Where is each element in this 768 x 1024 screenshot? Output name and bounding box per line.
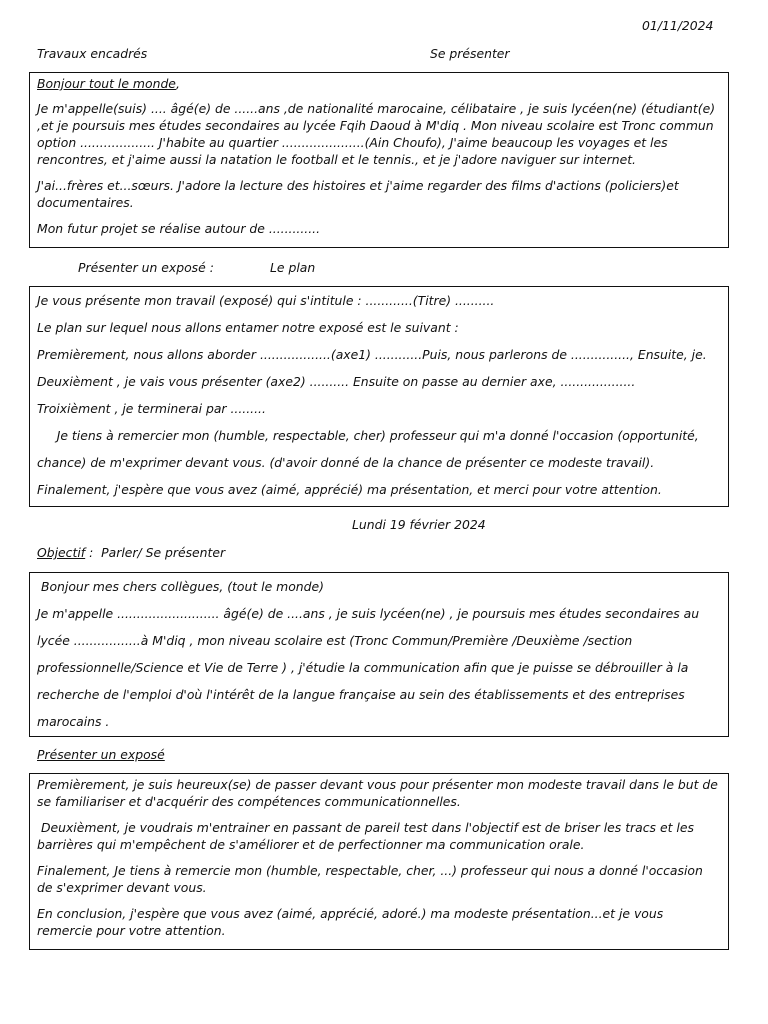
family-paragraph: J'ai...frères et...sœurs. J'adore la lecture des histoires et j'aime regarder des films d'actions (policiers)et documentaires. [37, 178, 679, 210]
plan-line: Je vous présente mon travail (exposé) qui s'intitule : ............(Titre) .......... [37, 293, 495, 308]
intro-line: recherche de l'emploi d'où l'intérêt de la langue française au sein des établissements et des entreprises [37, 687, 685, 702]
intro-line: Bonjour mes chers collègues, (tout le monde) [37, 579, 324, 594]
self-introduction-box [29, 72, 729, 248]
presentation-heading: Présenter un exposé : [78, 260, 214, 275]
intro-line: marocains . [37, 714, 110, 729]
plan-line: Troixièment , je terminerai par ......... [37, 401, 266, 416]
plan-line: Deuxièment , je vais vous présenter (axe2) .......... Ensuite on passe au dernier axe, ................... [37, 374, 636, 389]
objective-text: : Parler/ Se présenter [85, 545, 226, 560]
lesson-date: Lundi 19 février 2024 [352, 517, 486, 532]
intro-paragraph: Je m'appelle(suis) .... âgé(e) de ......ans ,de nationalité marocaine, célibataire , je suis lycéen(ne) (étudiant(e) ,et je poursuis mes études secondaires au lycée Fqih Daoud à M'diq . Mon niveau scolaire est Tronc commun option ................... J'habite au quartier .....................(Ain Choufo), J'aime beaucoup les voyages et les rencontres, et j'aime aussi la natation le football et le tennis., et je j'adore naviguer sur internet. [37, 101, 716, 167]
expose-paragraph: En conclusion, j'espère que vous avez (aimé, apprécié, adoré.) ma modeste présentation...et je vous remercie pour votre attention. [37, 906, 664, 938]
present-expose-heading: Présenter un exposé [37, 747, 165, 762]
plan-line: Premièrement, nous allons aborder ..................(axe1) ............Puis, nous parlerons de ..............., Ensuite, je. [37, 347, 707, 362]
colleagues-introduction-box [29, 572, 729, 737]
plan-line: Je tiens à remercier mon (humble, respectable, cher) professeur qui m'a donné l'occasion (opportunité, [37, 428, 699, 443]
greeting: Bonjour tout le monde [37, 76, 176, 91]
plan-line: Le plan sur lequel nous allons entamer notre exposé est le suivant : [37, 320, 459, 335]
expose-paragraph: Deuxièment, je voudrais m'entrainer en passant de pareil test dans l'objectif est de briser les tracs et les barrières qui m'empêchent de s'améliorer et de perfectionner ma communication orale. [37, 820, 698, 852]
plan-heading: Le plan [270, 260, 316, 275]
expose-paragraph: Premièrement, je suis heureux(se) de passer devant vous pour présenter mon modeste travail dans le but de se familiariser et d'acquérir des compétences communicationnelles. [37, 777, 718, 809]
intro-line: Je m'appelle .......................... âgé(e) de ....ans , je suis lycéen(ne) , je poursuis mes études secondaires au [37, 606, 700, 621]
greeting-line: Bonjour tout le monde, [37, 76, 180, 91]
intro-line: lycée .................à M'diq , mon niveau scolaire est (Tronc Commun/Première /Deuxième /section [37, 633, 633, 648]
section-title-left: Travaux encadrés [37, 46, 148, 61]
future-project-paragraph: Mon futur projet se réalise autour de ............. [37, 221, 321, 236]
expose-paragraphs-box [29, 773, 729, 950]
expose-paragraph: Finalement, Je tiens à remercie mon (humble, respectable, cher, ...) professeur qui nous a donné l'occasion de s'exprimer devant vous. [37, 863, 703, 895]
plan-line: chance) de m'exprimer devant vous. (d'avoir donné de la chance de présenter ce modeste travail). [37, 455, 655, 470]
objective-label: Objectif [37, 545, 86, 560]
intro-line: professionnelle/Science et Vie de Terre ) , j'étudie la communication afin que je puisse se débrouiller à la [37, 660, 689, 675]
document-date: 01/11/2024 [642, 18, 714, 33]
plan-line: Finalement, j'espère que vous avez (aimé, apprécié) ma présentation, et merci pour votre attention. [37, 482, 662, 497]
objective-line [37, 544, 225, 561]
presentation-plan-box [29, 286, 729, 507]
section-title-center: Se présenter [430, 46, 510, 61]
